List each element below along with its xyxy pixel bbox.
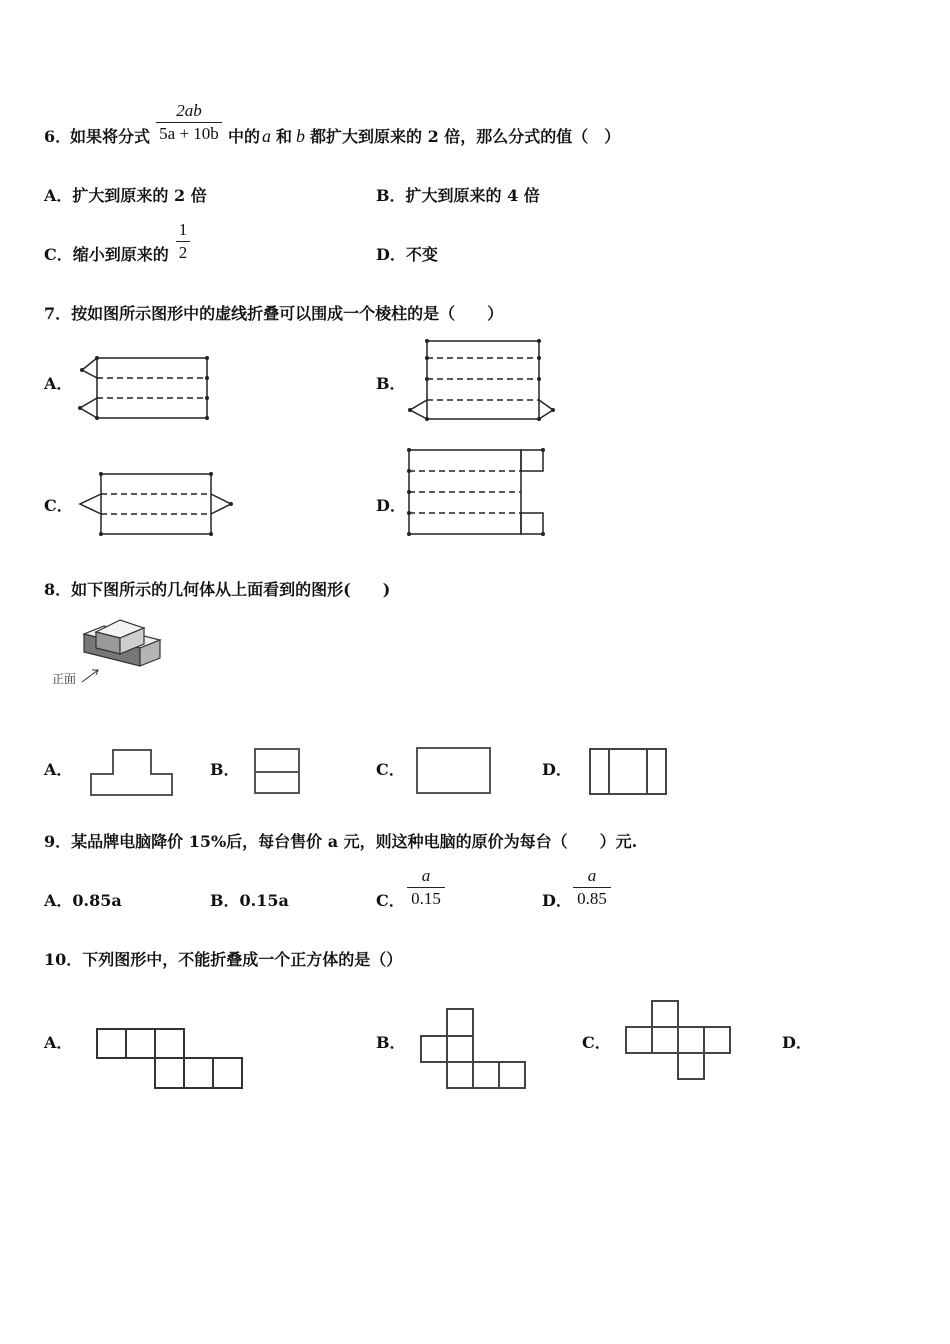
q6-option-a-label: A． — [44, 186, 73, 205]
q6-fraction — [156, 100, 222, 145]
q6-fraction-denominator: 5a + 10b — [159, 124, 219, 143]
q8-option-b-label[interactable]: B． — [210, 760, 240, 779]
q6-option-d[interactable] — [376, 245, 438, 265]
q8-figure-b — [252, 745, 304, 797]
q6-option-a-text: 扩大到原来的 2 倍 — [72, 186, 207, 205]
q10-question: 10．下列图形中，不能折叠成一个正方体的是（） — [44, 950, 403, 969]
q8-option-c-label[interactable]: C． — [376, 760, 405, 779]
q7-figure-c — [75, 468, 240, 540]
q6-option-b-label: B． — [376, 186, 406, 205]
q10-option-b-label[interactable]: B． — [376, 1033, 406, 1052]
q6-option-c-denominator: 2 — [178, 243, 188, 262]
q6-option-a[interactable] — [44, 186, 207, 206]
q9-option-a-text: 0.85a — [72, 891, 122, 910]
q10-option-d-label[interactable]: D． — [782, 1033, 812, 1052]
q6-fraction-numerator: 2ab — [176, 101, 202, 120]
q10-figure-a — [93, 1025, 248, 1093]
q8-front-label: 正面 — [52, 672, 77, 686]
q9-option-b-text: 0.15a — [239, 891, 289, 910]
q9-option-b[interactable] — [210, 891, 289, 911]
q9-option-d-denominator: 0.85 — [577, 889, 607, 908]
q6-var-a: a — [262, 126, 271, 146]
q8-solid-figure — [48, 612, 173, 692]
q9-option-a-label: A． — [44, 891, 73, 910]
q6-option-c-numerator: 1 — [178, 220, 188, 239]
q8-option-d-label[interactable]: D． — [542, 760, 572, 779]
q8-figure-c — [414, 745, 494, 797]
q7-question: 7．按如图所示图形中的虚线折叠可以围成一个棱柱的是（ ） — [44, 304, 504, 323]
q9-option-c-fraction — [407, 865, 445, 910]
q6-number: 6． — [44, 127, 72, 146]
q6-option-c[interactable] — [44, 245, 169, 265]
q6-option-c-text: 缩小到原来的 — [72, 245, 169, 264]
q6-option-b-text: 扩大到原来的 4 倍 — [405, 186, 540, 205]
q8-figure-d — [587, 745, 671, 799]
q9-option-c-label[interactable]: C． — [376, 891, 405, 910]
q8-question: 8．如下图所示的几何体从上面看到的图形( ) — [44, 580, 391, 599]
q9-option-d-fraction — [573, 865, 611, 910]
q10-option-a-label[interactable]: A． — [44, 1033, 73, 1052]
q7-option-b-label[interactable]: B． — [376, 374, 406, 393]
q6-mid2: 和 — [276, 127, 293, 146]
q6-suffix: 都扩大到原来的 2 倍，那么分式的值（ ） — [310, 127, 621, 146]
q10-option-c-label[interactable]: C． — [582, 1033, 611, 1052]
q6-option-c-label: C． — [44, 245, 73, 264]
q6-var-b: b — [296, 126, 305, 146]
q7-figure-b — [405, 335, 560, 425]
q9-option-c-denominator: 0.15 — [411, 889, 441, 908]
q6-mid1: 中的 — [228, 127, 261, 146]
q7-option-c-label[interactable]: C． — [44, 496, 73, 515]
q6-option-c-fraction — [176, 219, 190, 264]
q10-figure-b — [418, 1005, 530, 1093]
q9-option-a[interactable] — [44, 891, 122, 911]
q9-question: 9．某品牌电脑降价 15%后，每台售价 a 元，则这种电脑的原价为每台（ ）元. — [44, 832, 638, 851]
q6-option-d-label: D． — [376, 245, 406, 264]
q6-prefix: 如果将分式 — [70, 127, 151, 146]
q7-option-d-label[interactable]: D． — [376, 496, 406, 515]
q9-option-d-numerator: a — [587, 866, 597, 885]
q6-option-d-text: 不变 — [405, 245, 438, 264]
q9-option-d-label[interactable]: D． — [542, 891, 572, 910]
q7-figure-d — [405, 445, 550, 540]
q9-option-b-label: B． — [210, 891, 240, 910]
q8-figure-a — [88, 745, 176, 799]
q7-figure-a — [70, 350, 220, 425]
q9-option-c-numerator: a — [421, 866, 431, 885]
q10-figure-c — [622, 997, 734, 1083]
q6-option-b[interactable] — [376, 186, 540, 206]
q7-option-a-label[interactable]: A． — [44, 374, 73, 393]
q8-option-a-label[interactable]: A． — [44, 760, 73, 779]
